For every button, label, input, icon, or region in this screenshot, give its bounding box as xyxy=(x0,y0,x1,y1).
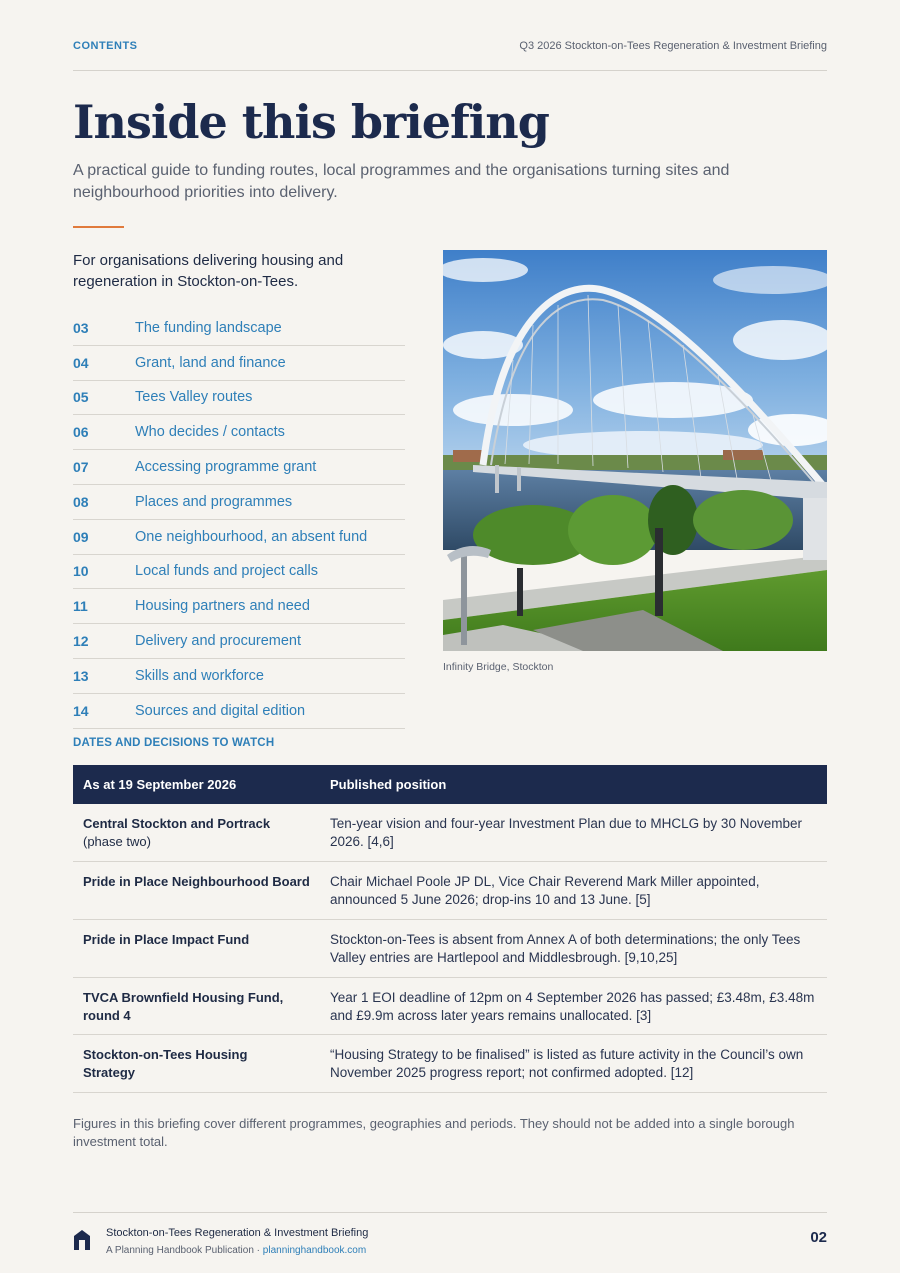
toc-link[interactable]: Housing partners and need xyxy=(135,598,310,615)
row-position: “Housing Strategy to be finalised” is listed as future activity in the Council’s own November 2025 progress report; not confirmed adopted. [12] xyxy=(330,1047,804,1080)
toc-item[interactable] xyxy=(73,589,405,624)
table-row xyxy=(73,1035,827,1093)
row-item-title: Central Stockton and Portrack xyxy=(83,816,271,831)
toc-link[interactable]: Tees Valley routes xyxy=(135,389,253,406)
column-header-as-at: As at 19 September 2026 xyxy=(83,777,237,792)
row-position: Year 1 EOI deadline of 12pm on 4 September 2026 has passed; £3.48m, £3.48m and £9.9m across later years remains unallocated. [3] xyxy=(330,990,815,1023)
toc-page-number: 14 xyxy=(73,702,89,719)
toc-link[interactable]: Grant, land and finance xyxy=(135,354,286,371)
row-item-title: Pride in Place Neighbourhood Board xyxy=(83,874,310,889)
table-header-row xyxy=(73,765,827,804)
page-title: Inside this briefing xyxy=(73,95,549,149)
toc-link[interactable]: Who decides / contacts xyxy=(135,424,285,441)
toc-item[interactable] xyxy=(73,346,405,381)
row-position: Chair Michael Poole JP DL, Vice Chair Reverend Mark Miller appointed, announced 5 June 2026; drop-ins 10 and 13 June. [5] xyxy=(330,874,760,907)
toc-page-number: 07 xyxy=(73,459,89,476)
table-row xyxy=(73,804,827,862)
row-position: Stockton-on-Tees is absent from Annex A of both determinations; the only Tees Valley entries are Hartlepool and Middlesbrough. [9,10,25] xyxy=(330,932,801,965)
toc-page-number: 08 xyxy=(73,493,89,510)
lede: A practical guide to funding routes, local programmes and the organisations turning sites and neighbourhood priorities into delivery. xyxy=(73,162,730,201)
accent-rule xyxy=(73,226,124,228)
footer-publisher xyxy=(106,1245,366,1256)
toc-item[interactable] xyxy=(73,694,405,729)
page-number: 02 xyxy=(810,1229,827,1246)
toc-page-number: 12 xyxy=(73,633,89,650)
toc-link[interactable]: One neighbourhood, an absent fund xyxy=(135,528,368,545)
toc-item[interactable] xyxy=(73,485,405,520)
infinity-bridge-photo xyxy=(443,250,827,651)
row-item-title: TVCA Brownfield Housing Fund, round 4 xyxy=(83,990,284,1023)
toc-page-number: 09 xyxy=(73,528,89,545)
toc-link[interactable]: Delivery and procurement xyxy=(135,633,302,650)
toc-link[interactable]: Places and programmes xyxy=(135,493,293,510)
dates-table xyxy=(73,765,827,1093)
table-row xyxy=(73,978,827,1035)
toc-page-number: 05 xyxy=(73,389,89,406)
table-row xyxy=(73,862,827,920)
row-item-note: (phase two) xyxy=(83,834,151,849)
document-title: Q3 2026 Stockton-on-Tees Regeneration & Investment Briefing xyxy=(519,40,827,52)
toc-item[interactable] xyxy=(73,624,405,659)
footer-title: Stockton-on-Tees Regeneration & Investment Briefing xyxy=(106,1227,369,1239)
toc-item[interactable] xyxy=(73,450,405,485)
section-label: CONTENTS xyxy=(73,40,138,52)
toc-page-number: 03 xyxy=(73,319,89,336)
page xyxy=(73,0,827,1273)
toc-page-number: 13 xyxy=(73,667,89,684)
row-item xyxy=(73,815,330,861)
row-item xyxy=(73,873,330,919)
toc-page-number: 11 xyxy=(73,598,88,615)
toc-link[interactable]: Local funds and project calls xyxy=(135,563,318,580)
toc-item[interactable] xyxy=(73,311,405,346)
toc-page-number: 10 xyxy=(73,563,89,580)
toc-item[interactable] xyxy=(73,520,405,555)
running-header xyxy=(73,38,827,54)
toc-link[interactable]: Sources and digital edition xyxy=(135,702,306,719)
toc-item[interactable] xyxy=(73,659,405,694)
header-divider xyxy=(73,70,827,71)
row-item xyxy=(73,1046,330,1092)
toc-link[interactable]: Skills and workforce xyxy=(135,667,264,684)
toc-item[interactable] xyxy=(73,381,405,416)
row-item xyxy=(73,989,330,1034)
row-item xyxy=(73,931,330,977)
publisher-logo-icon xyxy=(73,1229,91,1251)
row-item-title: Pride in Place Impact Fund xyxy=(83,932,250,947)
footer-divider xyxy=(73,1212,827,1213)
footer-link[interactable]: planninghandbook.com xyxy=(262,1245,367,1256)
photo-caption: Infinity Bridge, Stockton xyxy=(443,661,554,673)
toc-item[interactable] xyxy=(73,555,405,590)
column-header-position: Published position xyxy=(330,777,447,792)
toc-link[interactable]: The funding landscape xyxy=(135,319,282,336)
row-item-title: Stockton-on-Tees Housing Strategy xyxy=(83,1047,248,1080)
toc-item[interactable] xyxy=(73,415,405,450)
toc-page-number: 06 xyxy=(73,424,89,441)
table-row xyxy=(73,920,827,978)
footer-publisher-text: A Planning Handbook Publication · xyxy=(106,1245,263,1256)
footnote: Figures in this briefing cover different programmes, geographies and periods. They should not be added into a single borough investment total. xyxy=(73,1116,795,1149)
toc-page-number: 04 xyxy=(73,354,89,371)
audience-statement: For organisations delivering housing and regeneration in Stockton-on-Tees. xyxy=(73,252,344,290)
toc-link[interactable]: Accessing programme grant xyxy=(135,459,317,476)
row-position: Ten-year vision and four-year Investment Plan due to MHCLG by 30 November 2026. [4,6] xyxy=(330,816,802,849)
dates-heading: DATES AND DECISIONS TO WATCH xyxy=(73,737,275,749)
table-of-contents xyxy=(73,311,405,729)
